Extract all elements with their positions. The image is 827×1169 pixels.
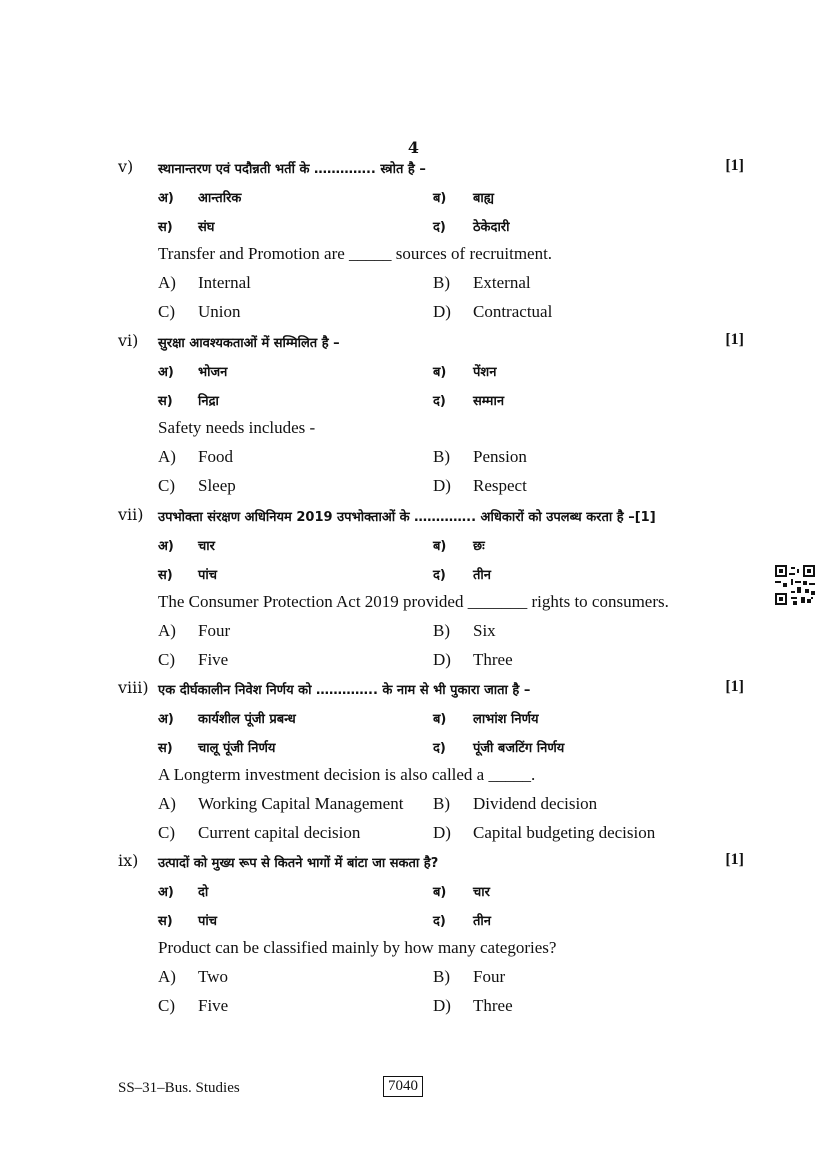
- option-hindi-text: चार: [473, 885, 490, 900]
- option-hindi-text: चार: [198, 539, 215, 554]
- option-hindi-row: [118, 736, 748, 765]
- option-hindi-label: स): [158, 394, 173, 409]
- option-english-label: B): [433, 967, 450, 986]
- question-number: vi): [118, 331, 139, 350]
- option-english-text: Contractual: [473, 302, 553, 321]
- option-english-text: Five: [198, 996, 229, 1015]
- option-english-text: Two: [198, 967, 228, 986]
- option-english-label: B): [433, 447, 450, 466]
- option-hindi-row: [118, 215, 748, 244]
- option-english-label: B): [433, 621, 450, 640]
- option-english-row: [118, 302, 748, 331]
- option-english-row: [118, 621, 748, 650]
- footer-subject: SS–31–Bus. Studies: [118, 1080, 240, 1096]
- qr-code-icon: [775, 565, 815, 605]
- option-english-row: [118, 996, 748, 1025]
- option-hindi-label: अ): [158, 191, 174, 206]
- option-english-label: A): [158, 273, 176, 292]
- option-hindi-row: [118, 389, 748, 418]
- question-marks: [1]: [725, 331, 744, 348]
- option-hindi-label: ब): [433, 885, 447, 900]
- option-english-label: A): [158, 447, 176, 466]
- option-hindi-text: ठेकेदारी: [473, 220, 510, 235]
- option-hindi-text: दो: [198, 885, 209, 900]
- option-english-label: D): [433, 650, 451, 669]
- option-hindi-text: पांच: [198, 914, 218, 929]
- option-english-label: D): [433, 996, 451, 1015]
- option-hindi-label: द): [433, 568, 446, 583]
- option-english-text: Working Capital Management: [198, 794, 404, 813]
- option-hindi-label: अ): [158, 885, 174, 900]
- option-english-text: Capital budgeting decision: [473, 823, 656, 842]
- option-hindi-label: अ): [158, 712, 174, 727]
- question-english-row: [118, 418, 748, 447]
- question-text-english: Product can be classified mainly by how many categories?: [158, 938, 557, 957]
- option-hindi-text: तीन: [473, 914, 491, 929]
- option-english-label: C): [158, 302, 175, 321]
- option-hindi-label: द): [433, 741, 446, 756]
- option-english-row: [118, 967, 748, 996]
- option-english-text: Respect: [473, 476, 527, 495]
- option-hindi-label: द): [433, 220, 446, 235]
- question-number: vii): [118, 505, 144, 524]
- option-english-text: Three: [473, 996, 513, 1015]
- option-english-row: [118, 650, 748, 679]
- option-english-text: Three: [473, 650, 513, 669]
- option-english-row: [118, 823, 748, 852]
- question-english-row: [118, 938, 748, 967]
- option-hindi-text: पांच: [198, 568, 218, 583]
- option-english-label: B): [433, 794, 450, 813]
- question-marks: [1]: [725, 678, 744, 695]
- option-english-text: External: [473, 273, 531, 292]
- option-hindi-row: [118, 909, 748, 938]
- option-english-label: C): [158, 996, 175, 1015]
- option-english-row: [118, 794, 748, 823]
- option-hindi-text: चालू पूंजी निर्णय: [198, 741, 276, 756]
- option-english-text: Dividend decision: [473, 794, 598, 813]
- page-number: 4: [407, 138, 420, 157]
- option-hindi-row: [118, 534, 748, 563]
- question-block: [118, 678, 748, 852]
- option-hindi-text: बाह्य: [473, 191, 495, 206]
- option-hindi-label: द): [433, 394, 446, 409]
- option-english-row: [118, 273, 748, 302]
- question-english-row: [118, 592, 748, 621]
- option-english-text: Four: [473, 967, 506, 986]
- question-text-hindi: स्थानान्तरण एवं पदौन्नती भर्ती के ………….. स्त्रोत है –: [158, 162, 426, 177]
- question-english-row: [118, 765, 748, 794]
- question-header: [118, 505, 748, 534]
- option-english-text: Current capital decision: [198, 823, 361, 842]
- question-text-english: The Consumer Protection Act 2019 provided _______ rights to consumers.: [158, 592, 669, 611]
- question-header: [118, 157, 748, 186]
- option-hindi-row: [118, 186, 748, 215]
- question-block: [118, 331, 748, 505]
- question-header: [118, 331, 748, 360]
- question-text-english: Transfer and Promotion are _____ sources of recruitment.: [158, 244, 553, 263]
- footer-paper-code: 7040: [383, 1076, 423, 1097]
- option-english-label: D): [433, 476, 451, 495]
- question-block: [118, 851, 748, 1025]
- question-block: [118, 157, 748, 331]
- question-header: [118, 678, 748, 707]
- option-hindi-label: ब): [433, 712, 447, 727]
- option-hindi-row: [118, 880, 748, 909]
- option-english-label: C): [158, 476, 175, 495]
- option-english-label: B): [433, 273, 450, 292]
- question-text-english: Safety needs includes -: [158, 418, 316, 437]
- option-english-text: Food: [198, 447, 233, 466]
- option-english-label: A): [158, 967, 176, 986]
- question-text-hindi: सुरक्षा आवश्यकताओं में सम्मिलित है –: [158, 336, 340, 351]
- option-english-text: Sleep: [198, 476, 236, 495]
- option-english-text: Four: [198, 621, 231, 640]
- option-hindi-text: लाभांश निर्णय: [473, 712, 539, 727]
- question-number: v): [118, 157, 134, 176]
- option-hindi-text: संघ: [198, 220, 215, 235]
- option-english-label: A): [158, 621, 176, 640]
- option-hindi-text: भोजन: [198, 365, 228, 380]
- question-block: [118, 505, 748, 679]
- option-english-label: D): [433, 823, 451, 842]
- option-hindi-row: [118, 563, 748, 592]
- option-hindi-text: पेंशन: [473, 365, 497, 380]
- option-hindi-label: स): [158, 568, 173, 583]
- question-marks: [1]: [725, 157, 744, 174]
- question-header: [118, 851, 748, 880]
- question-number: viii): [118, 678, 149, 697]
- question-marks: [1]: [725, 851, 744, 868]
- option-english-text: Six: [473, 621, 496, 640]
- option-hindi-label: ब): [433, 365, 447, 380]
- option-english-label: C): [158, 650, 175, 669]
- question-text-english: A Longterm investment decision is also called a _____.: [158, 765, 536, 784]
- option-hindi-label: अ): [158, 539, 174, 554]
- option-english-text: Internal: [198, 273, 251, 292]
- question-text-hindi: उत्पादों को मुख्य रूप से कितने भागों में बांटा जा सकता है?: [158, 856, 439, 871]
- option-hindi-label: ब): [433, 539, 447, 554]
- option-hindi-label: स): [158, 914, 173, 929]
- option-english-label: A): [158, 794, 176, 813]
- question-text-hindi: उपभोक्ता संरक्षण अधिनियम 2019 उपभोक्ताओं के ………….. अधिकारों को उपलब्ध करता है –[1]: [158, 510, 656, 525]
- option-hindi-label: ब): [433, 191, 447, 206]
- question-english-row: [118, 244, 748, 273]
- option-english-text: Union: [198, 302, 241, 321]
- option-english-label: D): [433, 302, 451, 321]
- option-english-label: C): [158, 823, 175, 842]
- option-hindi-text: सम्मान: [473, 394, 505, 409]
- option-hindi-row: [118, 707, 748, 736]
- option-hindi-text: पूंजी बजटिंग निर्णय: [473, 741, 565, 756]
- question-text-hindi: एक दीर्घकालीन निवेश निर्णय को ………….. के नाम से भी पुकारा जाता है –: [158, 683, 531, 698]
- option-hindi-label: स): [158, 220, 173, 235]
- option-hindi-label: द): [433, 914, 446, 929]
- option-english-row: [118, 476, 748, 505]
- option-hindi-text: आन्तरिक: [198, 191, 242, 206]
- option-english-row: [118, 447, 748, 476]
- option-english-text: Five: [198, 650, 229, 669]
- option-hindi-row: [118, 360, 748, 389]
- option-hindi-label: स): [158, 741, 173, 756]
- option-hindi-label: अ): [158, 365, 174, 380]
- option-hindi-text: छः: [473, 539, 485, 554]
- option-hindi-text: कार्यशील पूंजी प्रबन्ध: [198, 712, 296, 727]
- option-hindi-text: तीन: [473, 568, 491, 583]
- option-hindi-text: निद्रा: [198, 394, 219, 409]
- option-english-text: Pension: [473, 447, 527, 466]
- question-number: ix): [118, 851, 139, 870]
